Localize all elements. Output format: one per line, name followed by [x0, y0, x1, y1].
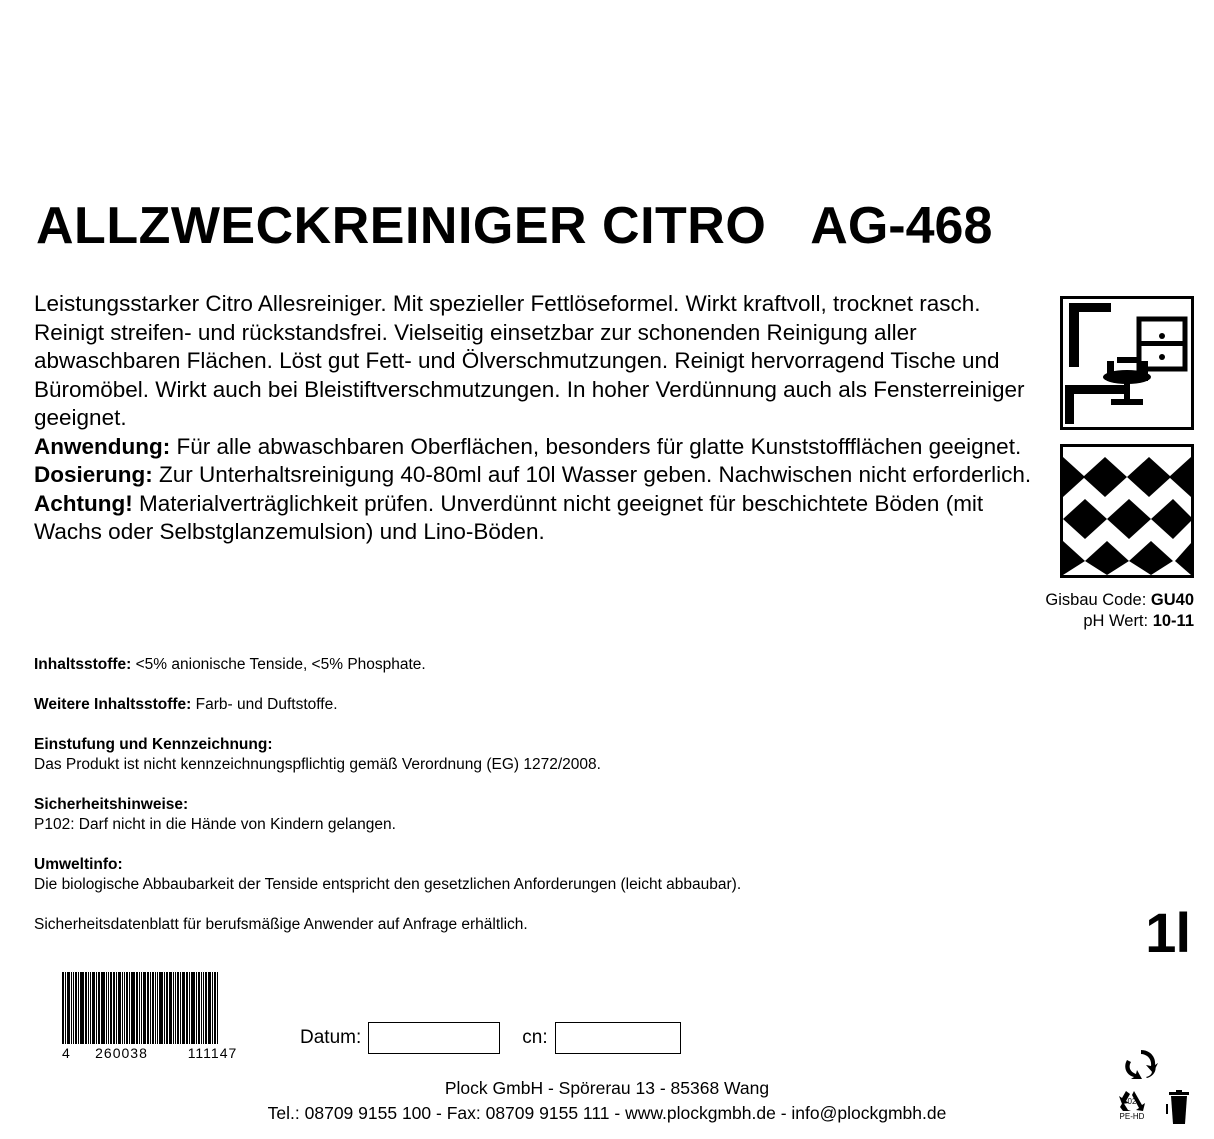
recycling-loop-icon [1124, 1048, 1158, 1080]
environment-label: Umweltinfo: [34, 856, 123, 873]
volume-badge: 1l [1145, 901, 1190, 964]
further-ingredients-text: Farb- und Duftstoffe. [191, 696, 338, 713]
classification-block [34, 735, 1034, 775]
datasheet-note: Sicherheitsdatenblatt für berufsmäßige Anwender auf Anfrage erhältlich. [34, 916, 528, 933]
gisbau-code-line [894, 590, 1194, 611]
environment-block [34, 855, 1034, 895]
safety-block [34, 795, 1034, 835]
ingredients-text: <5% anionische Tenside, <5% Phosphate. [131, 656, 426, 673]
code-block [894, 590, 1194, 632]
classification-label: Einstufung und Kennzeichnung: [34, 736, 273, 753]
material-name: PE-HD [1119, 1112, 1145, 1121]
office-furniture-icon [1060, 296, 1194, 430]
ph-label: pH Wert: [1083, 612, 1149, 630]
application-label: Anwendung: [34, 433, 171, 459]
application-line [34, 433, 1046, 462]
ingredients-label: Inhaltsstoffe: [34, 656, 132, 673]
barcode-digits-left: 260038 [95, 1045, 148, 1061]
recycling-triangle-icon [1118, 1088, 1146, 1112]
warning-text: Materialverträglichkeit prüfen. Unverdünnt nicht geeignet für beschichtete Böden (mit Wachs oder Selbstglanzemulsion) und Lino-Böden. [34, 490, 984, 544]
description-text: Leistungsstarker Citro Allesreiniger. Mit spezieller Fettlöseformel. Wirkt kraftvoll, trocknet rasch. Reinigt streifen- und rückstandsfrei. Vielseitig einsetzbar zur schonenden Reinigung aller abwaschbaren Flächen. Löst gut Fett- und Ölverschmutzungen. Reinigt hervorragend Tische und Büromöbel. Wirkt auch bei Bleistiftverschmutzungen. In hoher Verdünnung auch als Fensterreiniger geeignet. [34, 291, 1025, 430]
page-title: ALLZWECKREINIGER CITRO [36, 197, 767, 255]
fill-in-fields [300, 1022, 681, 1054]
footer-company: Plock GmbH - Spörerau 13 - 85368 Wang [444, 1078, 770, 1098]
gisbau-value: GU40 [1150, 591, 1194, 609]
classification-text: Das Produkt ist nicht kennzeichnungspflichtig gemäß Verordnung (EG) 1272/2008. [34, 756, 601, 773]
plastic-material-icon [1112, 1088, 1152, 1121]
barcode [62, 972, 258, 1061]
date-label: Datum: [300, 1027, 362, 1048]
warning-label: Achtung! [34, 490, 133, 516]
dosage-line [34, 461, 1046, 490]
further-ingredients-block [34, 695, 1034, 715]
footer-contact: Tel.: 08709 9155 100 - Fax: 08709 9155 111 - www.plockgmbh.de - info@plockgmbh.de [267, 1103, 947, 1123]
safety-text: P102: Darf nicht in die Hände von Kindern gelangen. [34, 816, 396, 833]
ingredients-block [34, 655, 1034, 675]
recycling-icons [1086, 1048, 1196, 1132]
ph-value-line [894, 611, 1194, 632]
barcode-bars [62, 972, 258, 1044]
title-row [36, 196, 1196, 256]
description-block [34, 290, 1046, 547]
warning-line [34, 490, 1046, 547]
barcode-digits [62, 1045, 258, 1061]
product-code: AG-468 [810, 197, 993, 255]
dosage-label: Dosierung: [34, 462, 153, 487]
dosage-text: Zur Unterhaltsreinigung 40-80ml auf 10l Wasser geben. Nachwischen nicht erforderlich. [152, 462, 1032, 487]
svg-text:02: 02 [1127, 1097, 1137, 1106]
bin-icon [1164, 1090, 1194, 1128]
regulatory-block [34, 655, 1034, 955]
ph-value: 10-11 [1152, 612, 1194, 630]
cn-input[interactable] [555, 1022, 681, 1054]
footer [0, 1076, 1214, 1126]
environment-text: Die biologische Abbaubarkeit der Tenside entspricht den gesetzlichen Anforderungen (leicht abbaubar). [34, 876, 742, 893]
date-input[interactable] [368, 1022, 500, 1054]
checkerboard-floor-icon [1060, 444, 1194, 578]
further-ingredients-label: Weitere Inhaltsstoffe: [34, 696, 192, 713]
barcode-digit-first: 4 [62, 1045, 71, 1061]
barcode-digits-right: 111147 [187, 1045, 238, 1061]
safety-label: Sicherheitshinweise: [34, 796, 189, 813]
application-text: Für alle abwaschbaren Oberflächen, besonders für glatte Kunststoffflächen geeignet. [170, 433, 1022, 459]
gisbau-label: Gisbau Code: [1045, 591, 1147, 609]
cn-label: cn: [522, 1027, 548, 1048]
